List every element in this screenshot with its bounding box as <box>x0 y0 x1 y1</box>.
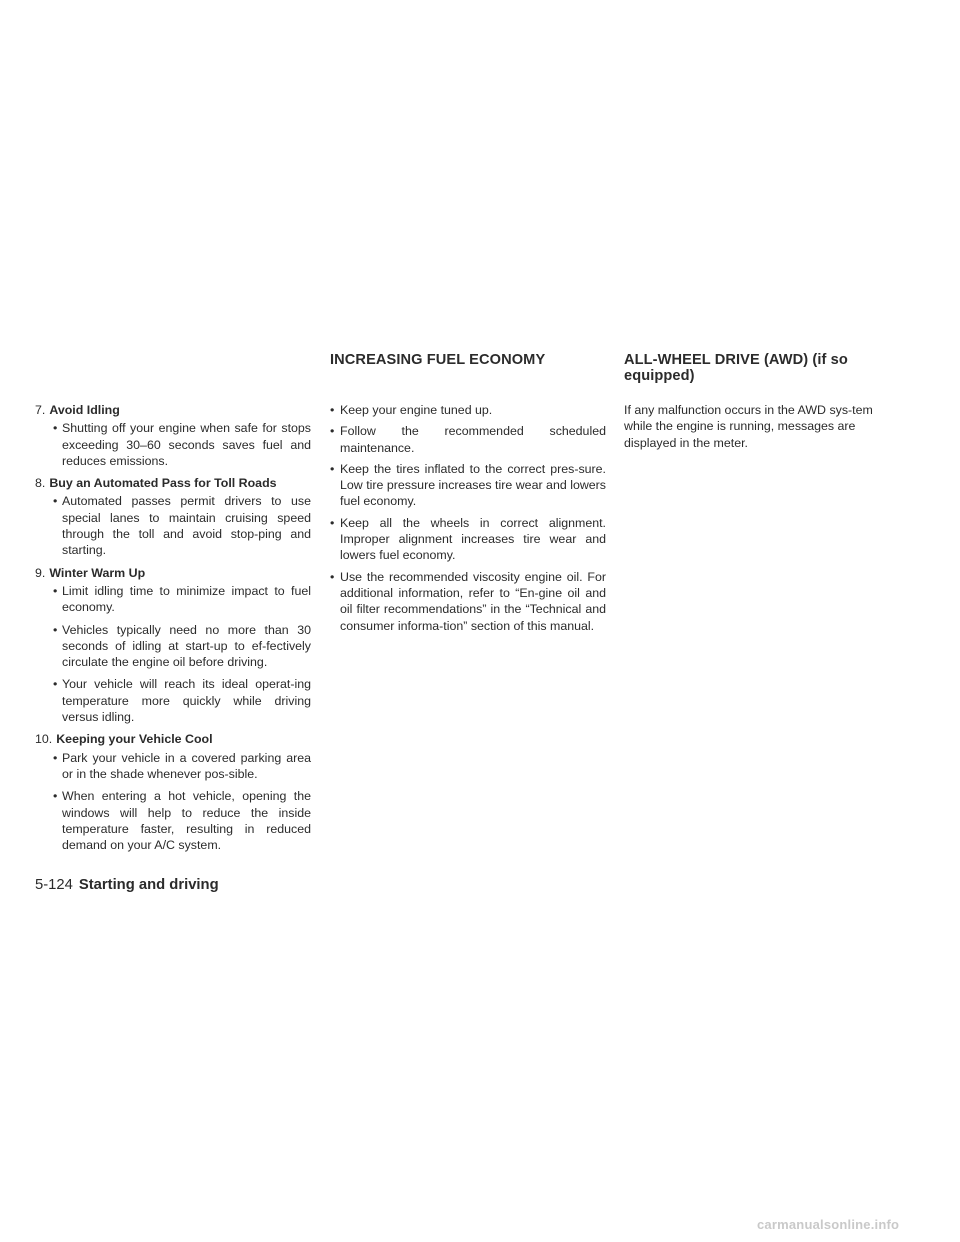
chapter-title: Starting and driving <box>78 877 219 893</box>
bullet-text: • Automated passes permit drivers to use special lanes to maintain cruising speed through the toll and avoid stop-ping and starting. <box>35 493 311 558</box>
page-number: 5-124 <box>35 877 73 893</box>
bullet-text: • Vehicles typically need no more than 30 seconds of idling at start-up to ef-fectively circulate the engine oil before driving. <box>35 622 311 671</box>
list-item <box>35 475 311 558</box>
item-title: Keeping your Vehicle Cool <box>56 732 213 747</box>
bullet-text: • Shutting off your engine when safe for stops exceeding 30–60 seconds saves fuel and reduces emissions. <box>35 420 311 469</box>
bullet-text: • Your vehicle will reach its ideal operat-ing temperature more quickly while driving versus idling. <box>35 676 311 725</box>
column-awd <box>624 402 900 451</box>
list-item <box>35 731 311 853</box>
section-heading-fuel-economy: INCREASING FUEL ECONOMY <box>330 352 546 368</box>
page-footer <box>35 876 219 894</box>
list-item <box>35 402 311 469</box>
bullet-text: • Limit idling time to minimize impact to fuel economy. <box>35 583 311 616</box>
watermark: carmanualsonline.info <box>757 1217 900 1232</box>
bullet-text: • Keep the tires inflated to the correct pres-sure. Low tire pressure increases tire wear and lowers fuel economy. <box>330 461 606 510</box>
bullet-text: • Keep all the wheels in correct alignment. Improper alignment increases tire wear and lowers fuel economy. <box>330 515 606 564</box>
awd-paragraph: If any malfunction occurs in the AWD sys-tem while the engine is running, messages are displayed in the meter. <box>624 403 873 450</box>
bullet-text: • When entering a hot vehicle, opening the windows will help to reduce the inside temperature faster, resulting in reduced demand on your A/C system. <box>35 788 311 853</box>
item-number: 10. <box>35 732 53 747</box>
column-tips <box>35 402 311 859</box>
item-number: 8. <box>35 476 46 491</box>
item-number: 7. <box>35 403 46 417</box>
item-title: Winter Warm Up <box>49 565 146 580</box>
item-number: 9. <box>35 565 46 580</box>
item-title: Avoid Idling <box>49 403 120 417</box>
section-heading-awd: ALL-WHEEL DRIVE (AWD) (if so equipped) <box>624 352 848 384</box>
item-title: Buy an Automated Pass for Toll Roads <box>49 476 277 491</box>
bullet-text: • Park your vehicle in a covered parking area or in the shade whenever pos-sible. <box>35 750 311 783</box>
bullet-text: • Follow the recommended scheduled maintenance. <box>330 423 606 456</box>
bullet-text: • Use the recommended viscosity engine oil. For additional information, refer to “En-gine oil and oil filter recommendations” in the “Technical and consumer informa-tion” section of this manual. <box>330 569 606 634</box>
list-item <box>35 565 311 726</box>
column-fuel-economy <box>330 402 606 639</box>
bullet-text: • Keep your engine tuned up. <box>330 402 606 418</box>
